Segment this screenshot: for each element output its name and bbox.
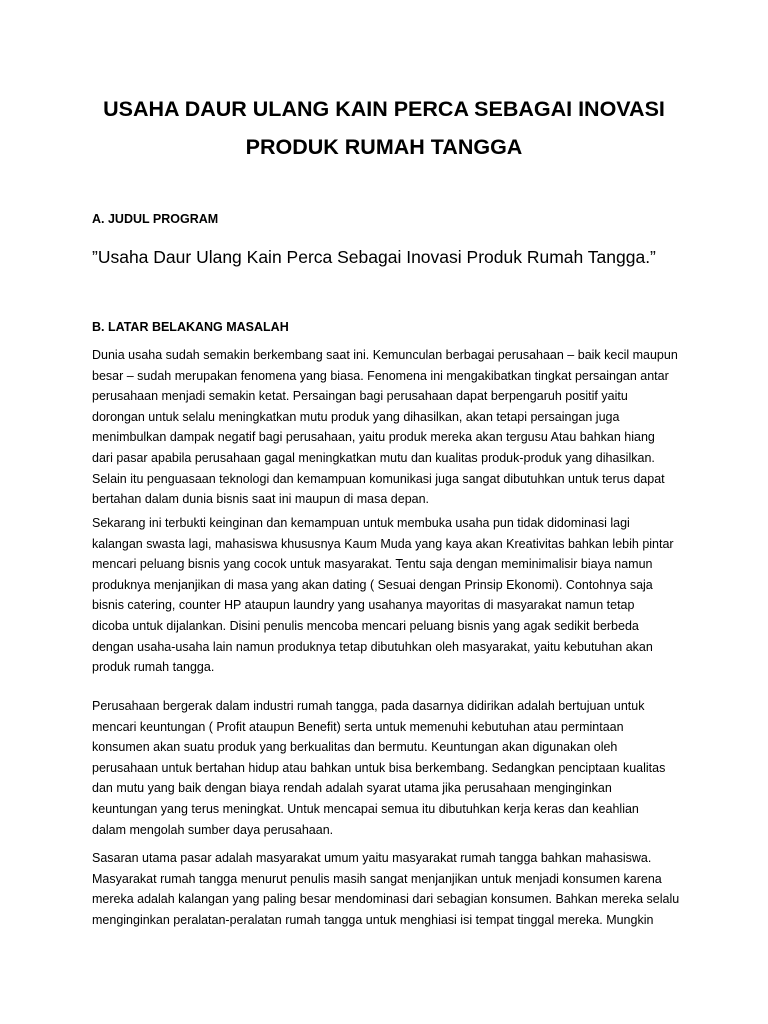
- paragraph-line: dengan usaha-usaha lain namun produknya tetap dibutuhkan oleh masyarakat, yaitu kebutuhan akan: [92, 639, 653, 654]
- section-b-heading: B. LATAR BELAKANG MASALAH: [92, 320, 289, 334]
- program-title: ”Usaha Daur Ulang Kain Perca Sebagai Inovasi Produk Rumah Tangga.”: [92, 247, 656, 267]
- paragraph-line: dan mutu yang baik dengan biaya rendah adalah syarat utama jika perusahaan menginginkan: [92, 781, 612, 796]
- document-title: [60, 90, 708, 166]
- paragraph-line: mereka adalah kalangan yang paling besar mendominasi dari sebagian konsumen. Bahkan mereka selalu: [92, 892, 680, 907]
- paragraph-line: konsumen akan suatu produk yang berkualitas dan bermutu. Keuntungan akan digunakan oleh: [92, 740, 618, 755]
- paragraph-line: besar – sudah merupakan fenomena yang biasa. Fenomena ini mengakibatkan tingkat persaingan antar: [92, 368, 669, 383]
- paragraph-line: bertahan dalam dunia bisnis saat ini maupun di masa depan.: [92, 492, 430, 507]
- paragraph-line: keuntungan yang terus meningkat. Untuk mencapai semua itu dibutuhkan kerja keras dan keahlian: [92, 801, 639, 816]
- paragraph-4: [92, 848, 692, 930]
- paragraph-line: mencari keuntungan ( Profit ataupun Benefit) serta untuk memenuhi kebutuhan atau permintaan: [92, 719, 624, 734]
- paragraph-line: produknya menjanjikan di masa yang akan dating ( Sesuai dengan Prinsip Ekonomi). Contohnya saja: [92, 577, 653, 592]
- paragraph-line: Sekarang ini terbukti keinginan dan kemampuan untuk membuka usaha pun tidak didominasi lagi: [92, 516, 630, 530]
- paragraph-line: perusahaan untuk bertahan hidup atau bahkan untuk bisa berkembang. Sedangkan penciptaan kualitas: [92, 760, 666, 775]
- paragraph-line: menimbulkan dampak negatif bagi perusahaan, yaitu produk mereka akan tergusu Atau bahkan hiang: [92, 430, 655, 445]
- paragraph-line: produk rumah tangga.: [92, 660, 215, 675]
- paragraph-line: perusahaan menjadi semakin ketat. Persaingan bagi perusahaan dapat berpengaruh positif yaitu: [92, 389, 628, 404]
- document-title-line-2: PRODUK RUMAH TANGGA: [245, 135, 523, 159]
- paragraph-2: [92, 513, 692, 678]
- document-title-line-1: USAHA DAUR ULANG KAIN PERCA SEBAGAI INOVASI: [103, 97, 665, 121]
- paragraph-1: [92, 345, 692, 510]
- paragraph-line: bisnis catering, counter HP ataupun laundry yang usahanya mayoritas di masyarakat namun tetap: [92, 598, 635, 613]
- paragraph-line: dorongan untuk selalu meningkatkan mutu produk yang dihasilkan, akan tetapi persaingan juga: [92, 409, 620, 424]
- paragraph-line: Sasaran utama pasar adalah masyarakat umum yaitu masyarakat rumah tangga bahkan mahasiswa.: [92, 851, 652, 865]
- paragraph-line: Selain itu penguasaan teknologi dan kemampuan komunikasi juga sangat dibutuhkan untuk terus dapat: [92, 471, 665, 486]
- paragraph-line: dicoba untuk dijalankan. Disini penulis mencoba mencari peluang bisnis yang agak sedikit berbeda: [92, 618, 639, 633]
- paragraph-line: kalangan swasta lagi, mahasiswa khususnya Kaum Muda yang kaya akan Kreativitas bahkan lebih pintar: [92, 536, 674, 551]
- paragraph-line: mencari peluang bisnis yang cocok untuk masyarakat. Tentu saja dengan meminimalisir biaya namun: [92, 557, 653, 572]
- paragraph-line: menginginkan peralatan-peralatan rumah tangga untuk menghiasi isi tempat tinggal mereka. Mungkin: [92, 912, 654, 927]
- paragraph-line: Perusahaan bergerak dalam industri rumah tangga, pada dasarnya didirikan adalah bertujuan untuk: [92, 699, 645, 713]
- paragraph-3: [92, 696, 692, 840]
- paragraph-line: dalam mengolah sumber daya perusahaan.: [92, 822, 334, 837]
- paragraph-line: Dunia usaha sudah semakin berkembang saat ini. Kemunculan berbagai perusahaan – baik kecil maupun: [92, 348, 678, 362]
- section-a-heading: A. JUDUL PROGRAM: [92, 212, 219, 226]
- paragraph-line: dari pasar apabila perusahaan gagal meningkatkan mutu dan kualitas produk-produk yang dihasilkan.: [92, 450, 655, 465]
- paragraph-line: Masyarakat rumah tangga menurut penulis masih sangat menjanjikan untuk menjadi konsumen karena: [92, 871, 662, 886]
